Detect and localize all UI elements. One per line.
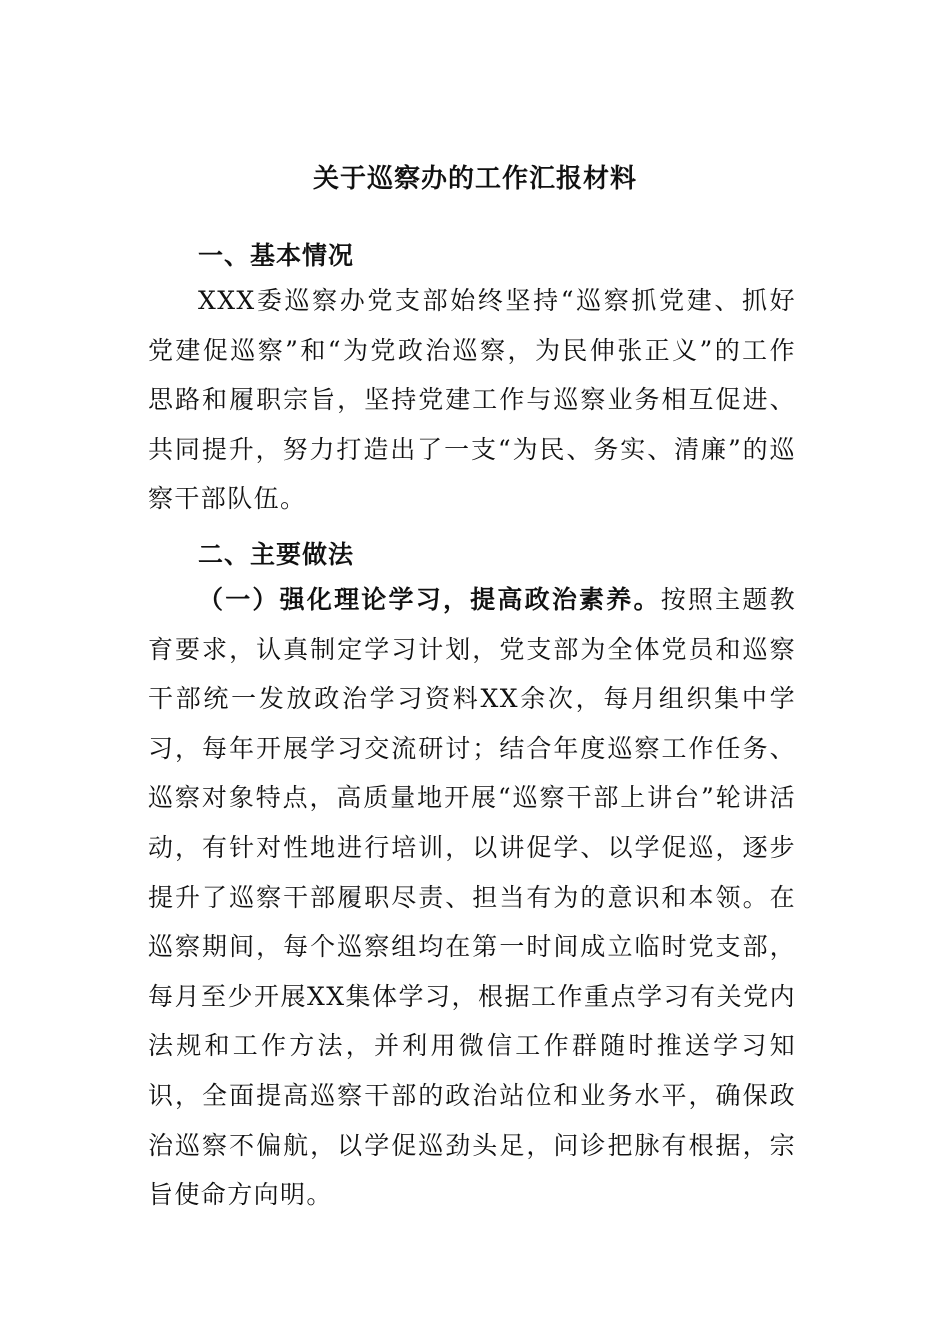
section-paragraph-basic-situation: XXX委巡察办党支部始终坚持“巡察抓党建、抓好党建促巡察”和“为党政治巡察，为民伸张正义”的工作思路和履职宗旨，坚持党建工作与巡察业务相互促进、共同提升，努力打造出了一支“为民、务实、清廉”的巡察干部队伍。 <box>148 286 796 514</box>
section-heading-basic-situation: 一、基本情况 <box>198 241 355 270</box>
subsection-lead-theory-study: （一）强化理论学习，提高政治素养。 <box>198 585 661 614</box>
section-paragraph-main-practices <box>148 575 796 1220</box>
section-heading-main-practices: 二、主要做法 <box>198 540 355 569</box>
document-title: 关于巡察办的工作汇报材料 <box>312 164 637 194</box>
subsection-body-theory-study: 按照主题教育要求，认真制定学习计划，党支部为全体党员和巡察干部统一发放政治学习资料XX余次，每月组织集中学习，每年开展学习交流研讨；结合年度巡察工作任务、巡察对象特点，高质量地开展“巡察干部上讲台”轮讲活动，有针对性地进行培训，以讲促学、以学促巡，逐步提升了巡察干部履职尽责、担当有为的意识和本领。在巡察期间，每个巡察组均在第一时间成立临时党支部，每月至少开展XX集体学习，根据工作重点学习有关党内法规和工作方法，并利用微信工作群随时推送学习知识，全面提高巡察干部的政治站位和业务水平，确保政治巡察不偏航，以学促巡劲头足，问诊把脉有根据，宗旨使命方向明。 <box>148 585 796 1210</box>
